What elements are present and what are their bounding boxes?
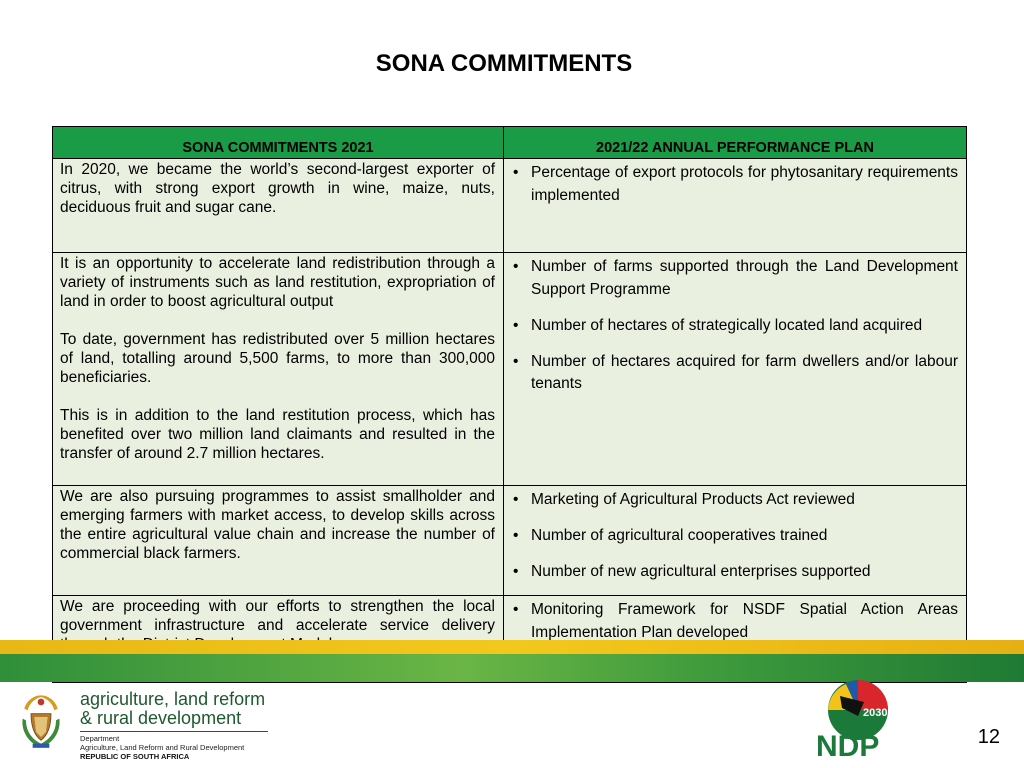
- commitment-paragraph: It is an opportunity to accelerate land redistribution through a variety of instruments such as land restitution, expropriation of land in order to boost agricultural output: [60, 255, 495, 310]
- column-header-app: 2021/22 ANNUAL PERFORMANCE PLAN: [504, 127, 967, 159]
- plan-item-text: Marketing of Agricultural Products Act reviewed: [531, 491, 855, 508]
- ndp-year: 2030: [863, 707, 888, 719]
- plan-item-text: Percentage of export protocols for phytosanitary requirements implemented: [531, 164, 958, 204]
- table-header-row: [53, 127, 967, 159]
- brand-line-2: & rural development: [80, 708, 242, 728]
- ndp-2030-logo: [806, 676, 906, 760]
- bullet-icon: •: [513, 258, 519, 275]
- bullet-icon: •: [513, 316, 519, 334]
- plan-cell: [504, 253, 967, 486]
- column-header-sona: SONA COMMITMENTS 2021: [53, 127, 504, 159]
- plan-list: [511, 489, 958, 584]
- commitment-paragraph: We are also pursuing programmes to assist smallholder and emerging farmers with market access, to develop skills across the entire agricultural value chain and increase the number of commercial black farmers.: [60, 488, 495, 562]
- bullet-icon: •: [513, 352, 519, 370]
- commitments-table: [52, 126, 967, 683]
- commitment-paragraph: To date, government has redistributed over 5 million hectares of land, totalling around 5,500 farms, to more than 300,000 beneficiaries.: [60, 331, 495, 386]
- plan-item: [511, 315, 958, 338]
- table-row: [53, 253, 967, 486]
- commitment-paragraph: In 2020, we became the world’s second-largest exporter of citrus, with strong export growth in wine, maize, nuts, deciduous fruit and sugar cane.: [60, 161, 495, 216]
- plan-list: [511, 599, 958, 644]
- bullet-icon: •: [513, 491, 519, 508]
- plan-item: [511, 561, 958, 584]
- plan-cell: [504, 486, 967, 596]
- department-name: Agriculture, Land Reform and Rural Development: [80, 743, 245, 752]
- plan-item-text: Number of agricultural cooperatives trained: [531, 527, 828, 544]
- plan-item-text: Number of farms supported through the Land Development Support Programme: [531, 258, 958, 298]
- brand-line-1: agriculture, land reform: [80, 689, 266, 709]
- commitment-paragraph: We are proceeding with our efforts to strengthen the local government infrastructure and accelerate service delivery: [60, 598, 495, 634]
- plan-list: [511, 256, 958, 396]
- plan-item: [511, 599, 958, 644]
- plan-item: [511, 162, 958, 207]
- table-row: [53, 486, 967, 596]
- ndp-text: NDP: [816, 730, 880, 760]
- department-label: Department: [80, 734, 120, 743]
- plan-cell: [504, 159, 967, 253]
- page-number: 12: [977, 726, 1000, 748]
- bullet-icon: •: [513, 601, 519, 618]
- country-name: REPUBLIC OF SOUTH AFRICA: [80, 752, 190, 761]
- department-brand: [80, 690, 268, 761]
- coat-of-arms-icon: [16, 688, 66, 756]
- plan-item-text: Number of new agricultural enterprises supported: [531, 563, 871, 580]
- commitment-cell: [53, 486, 504, 596]
- commitment-cell: [53, 253, 504, 486]
- plan-item-text: Monitoring Framework for NSDF Spatial Action Areas Implementation Plan developed: [531, 601, 958, 641]
- brand-divider: [80, 731, 268, 732]
- plan-list: [511, 162, 958, 207]
- bullet-icon: •: [513, 164, 519, 181]
- table-row: [53, 159, 967, 253]
- plan-item-text: Number of hectares of strategically located land acquired: [531, 316, 923, 334]
- slide-title: SONA COMMITMENTS: [375, 50, 633, 77]
- plan-item: [511, 256, 958, 301]
- bullet-icon: •: [513, 563, 519, 580]
- commitment-cell: [53, 159, 504, 253]
- commitment-paragraph: This is in addition to the land restitution process, which has benefited over two million land claimants and resulted in the transfer of around 2.7 million hectares.: [60, 407, 495, 462]
- plan-item: [511, 351, 958, 396]
- bullet-icon: •: [513, 527, 519, 544]
- plan-item-text: Number of hectares acquired for farm dwellers and/or labour tenants: [531, 352, 958, 392]
- plan-item: [511, 489, 958, 512]
- footer-stripe-yellow: [0, 640, 1024, 654]
- plan-item: [511, 525, 958, 548]
